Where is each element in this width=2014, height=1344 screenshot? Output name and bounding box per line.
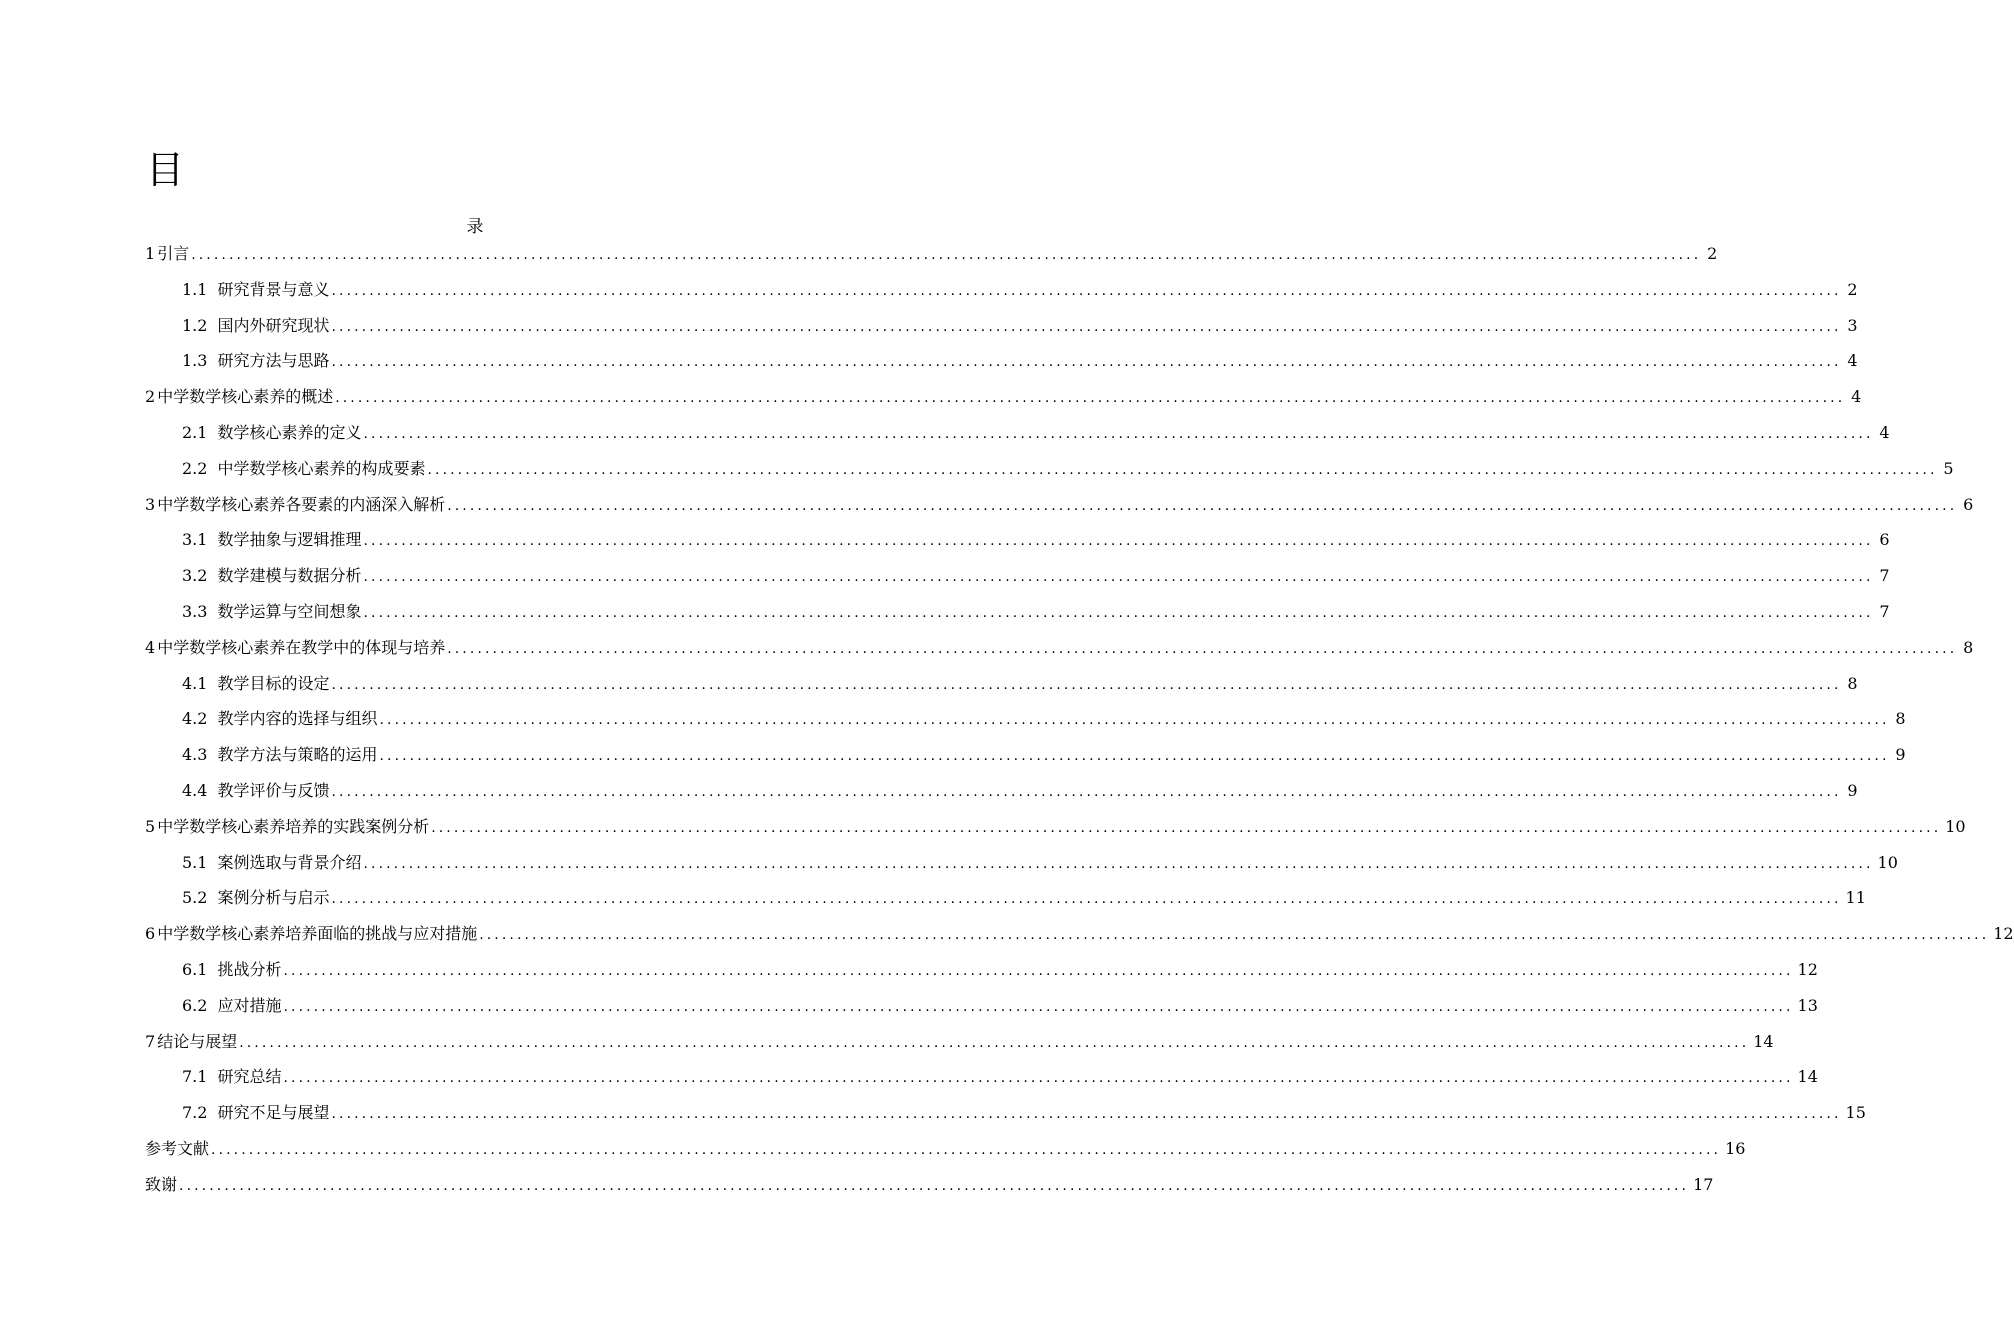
toc-entry-number: 7.1 bbox=[182, 1067, 208, 1087]
toc-entry-number: 5 bbox=[145, 816, 156, 836]
toc-entry-number: 3.1 bbox=[182, 530, 208, 550]
toc-entry-page: 8 bbox=[1895, 709, 1906, 729]
toc-entry-page: 4 bbox=[1847, 351, 1858, 371]
toc-leader-dots: ........................................................................................................................................................................................................ bbox=[283, 963, 1794, 979]
toc-entry[interactable] bbox=[145, 1173, 1714, 1197]
toc-entry-number: 3.3 bbox=[182, 602, 208, 621]
toc-entry-page: 17 bbox=[1693, 1174, 1714, 1194]
toc-entry-number: 2.2 bbox=[182, 458, 208, 478]
toc-entry-title: 研究方法与思路 bbox=[217, 351, 330, 371]
toc-entry-page: 9 bbox=[1847, 781, 1858, 800]
toc-entry-number: 6.1 bbox=[182, 960, 208, 979]
toc-entry[interactable] bbox=[145, 922, 2014, 946]
toc-leader-dots: ........................................................................................................................................................................................................ bbox=[331, 1106, 1842, 1123]
toc-leader-dots: ........................................................................................................................................................................................................ bbox=[379, 712, 1890, 729]
toc-leader-dots: ........................................................................................................................................................................................................ bbox=[447, 640, 1958, 657]
toc-entry[interactable] bbox=[182, 707, 1906, 731]
toc-leader-dots: ........................................................................................................................................................................................................ bbox=[331, 282, 1842, 299]
toc-leader-dots: ........................................................................................................................................................................................................ bbox=[363, 426, 1874, 442]
toc-entry[interactable] bbox=[182, 600, 1890, 624]
toc-entry[interactable] bbox=[182, 457, 1954, 481]
toc-entry-page: 15 bbox=[1845, 1103, 1866, 1123]
toc-entry-title: 数学抽象与逻辑推理 bbox=[217, 530, 362, 550]
toc-entry[interactable] bbox=[145, 493, 1974, 517]
toc-entry[interactable] bbox=[182, 851, 1898, 875]
toc-entry-title: 参考文献 bbox=[145, 1139, 210, 1158]
toc-entry[interactable] bbox=[182, 278, 1858, 302]
toc-entry-title: 中学数学核心素养在教学中的体现与培养 bbox=[157, 637, 446, 657]
toc-entry-title: 中学数学核心素养培养面临的挑战与应对措施 bbox=[157, 924, 478, 944]
toc-entry[interactable] bbox=[182, 349, 1858, 373]
toc-entry[interactable] bbox=[182, 1101, 1866, 1125]
toc-entry-title: 案例选取与背景介绍 bbox=[217, 852, 362, 872]
toc-leader-dots: ........................................................................................................................................................................................................ bbox=[211, 1142, 1722, 1158]
toc-leader-dots: ........................................................................................................................................................................................................ bbox=[283, 1070, 1794, 1087]
toc-entry-title: 国内外研究现状 bbox=[217, 315, 330, 335]
toc-entry[interactable] bbox=[182, 994, 1818, 1018]
toc-entry-title: 教学方法与策略的运用 bbox=[217, 745, 378, 765]
toc-entry-title: 案例分析与启示 bbox=[217, 888, 330, 908]
toc-entry-page: 14 bbox=[1797, 1067, 1818, 1087]
toc-entry-page: 14 bbox=[1753, 1031, 1774, 1051]
toc-leader-dots: ........................................................................................................................................................................................................ bbox=[331, 318, 1842, 335]
toc-entry-title: 教学评价与反馈 bbox=[217, 781, 330, 800]
toc-title-second-char: 录 bbox=[466, 217, 484, 237]
toc-entry-page: 16 bbox=[1725, 1139, 1746, 1158]
toc-entry[interactable] bbox=[182, 528, 1890, 552]
toc-entry-page: 9 bbox=[1895, 745, 1906, 765]
toc-leader-dots: ........................................................................................................................................................................................................ bbox=[363, 569, 1874, 586]
toc-entry-number: 4.2 bbox=[182, 709, 208, 729]
toc-entry-page: 2 bbox=[1847, 279, 1858, 299]
toc-entry-number: 4 bbox=[145, 637, 156, 657]
toc-leader-dots: ........................................................................................................................................................................................................ bbox=[363, 605, 1874, 621]
toc-entry[interactable] bbox=[182, 743, 1906, 767]
toc-entry-title: 教学内容的选择与组织 bbox=[217, 709, 378, 729]
toc-leader-dots: ........................................................................................................................................................................................................ bbox=[179, 1177, 1690, 1194]
toc-entry-page: 12 bbox=[1993, 924, 2014, 944]
toc-entry-page: 6 bbox=[1963, 494, 1974, 514]
toc-entry-page: 2 bbox=[1707, 244, 1718, 263]
toc-entry-number: 1 bbox=[145, 244, 156, 263]
toc-entry-page: 10 bbox=[1877, 852, 1898, 872]
toc-entry-title: 教学目标的设定 bbox=[217, 673, 330, 693]
toc-entry-number: 7.2 bbox=[182, 1103, 208, 1123]
toc-entry-page: 8 bbox=[1847, 673, 1858, 693]
toc-entry-number: 1.2 bbox=[182, 315, 208, 335]
toc-entry-page: 4 bbox=[1879, 423, 1890, 442]
toc-entry-title: 研究总结 bbox=[217, 1067, 282, 1087]
toc-leader-dots: ........................................................................................................................................................................................................ bbox=[331, 891, 1842, 908]
toc-entry-number: 1.1 bbox=[182, 279, 208, 299]
toc-entry-page: 7 bbox=[1879, 566, 1890, 586]
toc-entry-number: 4.4 bbox=[182, 781, 208, 800]
toc-entry-number: 6 bbox=[145, 924, 156, 944]
toc-entry-title: 中学数学核心素养各要素的内涵深入解析 bbox=[157, 494, 446, 514]
toc-entry-title: 中学数学核心素养的构成要素 bbox=[217, 458, 426, 478]
toc-entry-page: 5 bbox=[1943, 458, 1954, 478]
toc-entry-title: 结论与展望 bbox=[157, 1031, 238, 1051]
toc-entry[interactable] bbox=[182, 779, 1858, 803]
toc-entry-title: 中学数学核心素养的概述 bbox=[157, 387, 334, 407]
toc-entry[interactable] bbox=[182, 314, 1858, 338]
toc-entry-page: 10 bbox=[1945, 816, 1966, 836]
toc-entry-title: 引言 bbox=[157, 244, 190, 263]
toc-entry-title: 致谢 bbox=[145, 1174, 178, 1194]
toc-entry-number: 3 bbox=[145, 494, 156, 514]
toc-entry-number: 2 bbox=[145, 387, 156, 407]
toc-entry-title: 中学数学核心素养培养的实践案例分析 bbox=[157, 816, 430, 836]
toc-entry[interactable] bbox=[182, 886, 1866, 910]
toc-entry-title: 研究不足与展望 bbox=[217, 1103, 330, 1123]
toc-entry[interactable] bbox=[145, 1030, 1774, 1054]
toc-leader-dots: ........................................................................................................................................................................................................ bbox=[191, 247, 1702, 263]
toc-entry[interactable] bbox=[145, 636, 1974, 660]
toc-entry[interactable] bbox=[182, 421, 1890, 445]
toc-leader-dots: ........................................................................................................................................................................................................ bbox=[379, 748, 1890, 765]
toc-entry-number: 1.3 bbox=[182, 351, 208, 371]
toc-entry-page: 8 bbox=[1963, 637, 1974, 657]
toc-entry[interactable] bbox=[145, 385, 1862, 409]
toc-entry-page: 6 bbox=[1879, 530, 1890, 550]
toc-entry-title: 研究背景与意义 bbox=[217, 279, 330, 299]
toc-entry[interactable] bbox=[145, 815, 1966, 839]
toc-entry-title: 挑战分析 bbox=[217, 960, 282, 979]
toc-title-first-char: 目 bbox=[146, 148, 185, 192]
toc-entry-number: 7 bbox=[145, 1031, 156, 1051]
toc-entry-number: 2.1 bbox=[182, 423, 208, 442]
toc-entry[interactable] bbox=[145, 1137, 1746, 1161]
toc-entry-page: 3 bbox=[1847, 315, 1858, 335]
toc-leader-dots: ........................................................................................................................................................................................................ bbox=[447, 497, 1958, 514]
toc-leader-dots: ........................................................................................................................................................................................................ bbox=[335, 390, 1846, 407]
toc-leader-dots: ........................................................................................................................................................................................................ bbox=[239, 1034, 1750, 1051]
toc-leader-dots: ........................................................................................................................................................................................................ bbox=[331, 676, 1842, 693]
toc-entry-page: 4 bbox=[1851, 387, 1862, 407]
toc-entry-page: 12 bbox=[1797, 960, 1818, 979]
toc-entry-page: 7 bbox=[1879, 602, 1890, 621]
toc-entry-number: 4.1 bbox=[182, 673, 208, 693]
toc-leader-dots: ........................................................................................................................................................................................................ bbox=[427, 461, 1938, 478]
toc-entry-page: 11 bbox=[1845, 888, 1866, 908]
toc-leader-dots: ........................................................................................................................................................................................................ bbox=[283, 998, 1794, 1015]
toc-entry[interactable] bbox=[182, 958, 1818, 982]
toc-entry-title: 数学建模与数据分析 bbox=[217, 566, 362, 586]
toc-leader-dots: ........................................................................................................................................................................................................ bbox=[331, 784, 1842, 800]
toc-entry-number: 5.2 bbox=[182, 888, 208, 908]
toc-entry-page: 13 bbox=[1797, 995, 1818, 1015]
toc-entry[interactable] bbox=[182, 672, 1858, 696]
toc-entry-title: 应对措施 bbox=[217, 995, 282, 1015]
toc-entry-number: 6.2 bbox=[182, 995, 208, 1015]
toc-leader-dots: ........................................................................................................................................................................................................ bbox=[431, 819, 1942, 836]
toc-leader-dots: ........................................................................................................................................................................................................ bbox=[331, 354, 1842, 371]
toc-entry-number: 4.3 bbox=[182, 745, 208, 765]
toc-entry-number: 3.2 bbox=[182, 566, 208, 586]
toc-entry-title: 数学核心素养的定义 bbox=[217, 423, 362, 442]
toc-entry[interactable] bbox=[145, 242, 1718, 266]
toc-leader-dots: ........................................................................................................................................................................................................ bbox=[363, 855, 1874, 872]
toc-entry[interactable] bbox=[182, 564, 1890, 588]
toc-leader-dots: ........................................................................................................................................................................................................ bbox=[363, 533, 1874, 550]
toc-leader-dots: ........................................................................................................................................................................................................ bbox=[479, 927, 1990, 944]
toc-entry[interactable] bbox=[182, 1065, 1818, 1089]
toc-entry-number: 5.1 bbox=[182, 852, 208, 872]
toc-entry-title: 数学运算与空间想象 bbox=[217, 602, 362, 621]
